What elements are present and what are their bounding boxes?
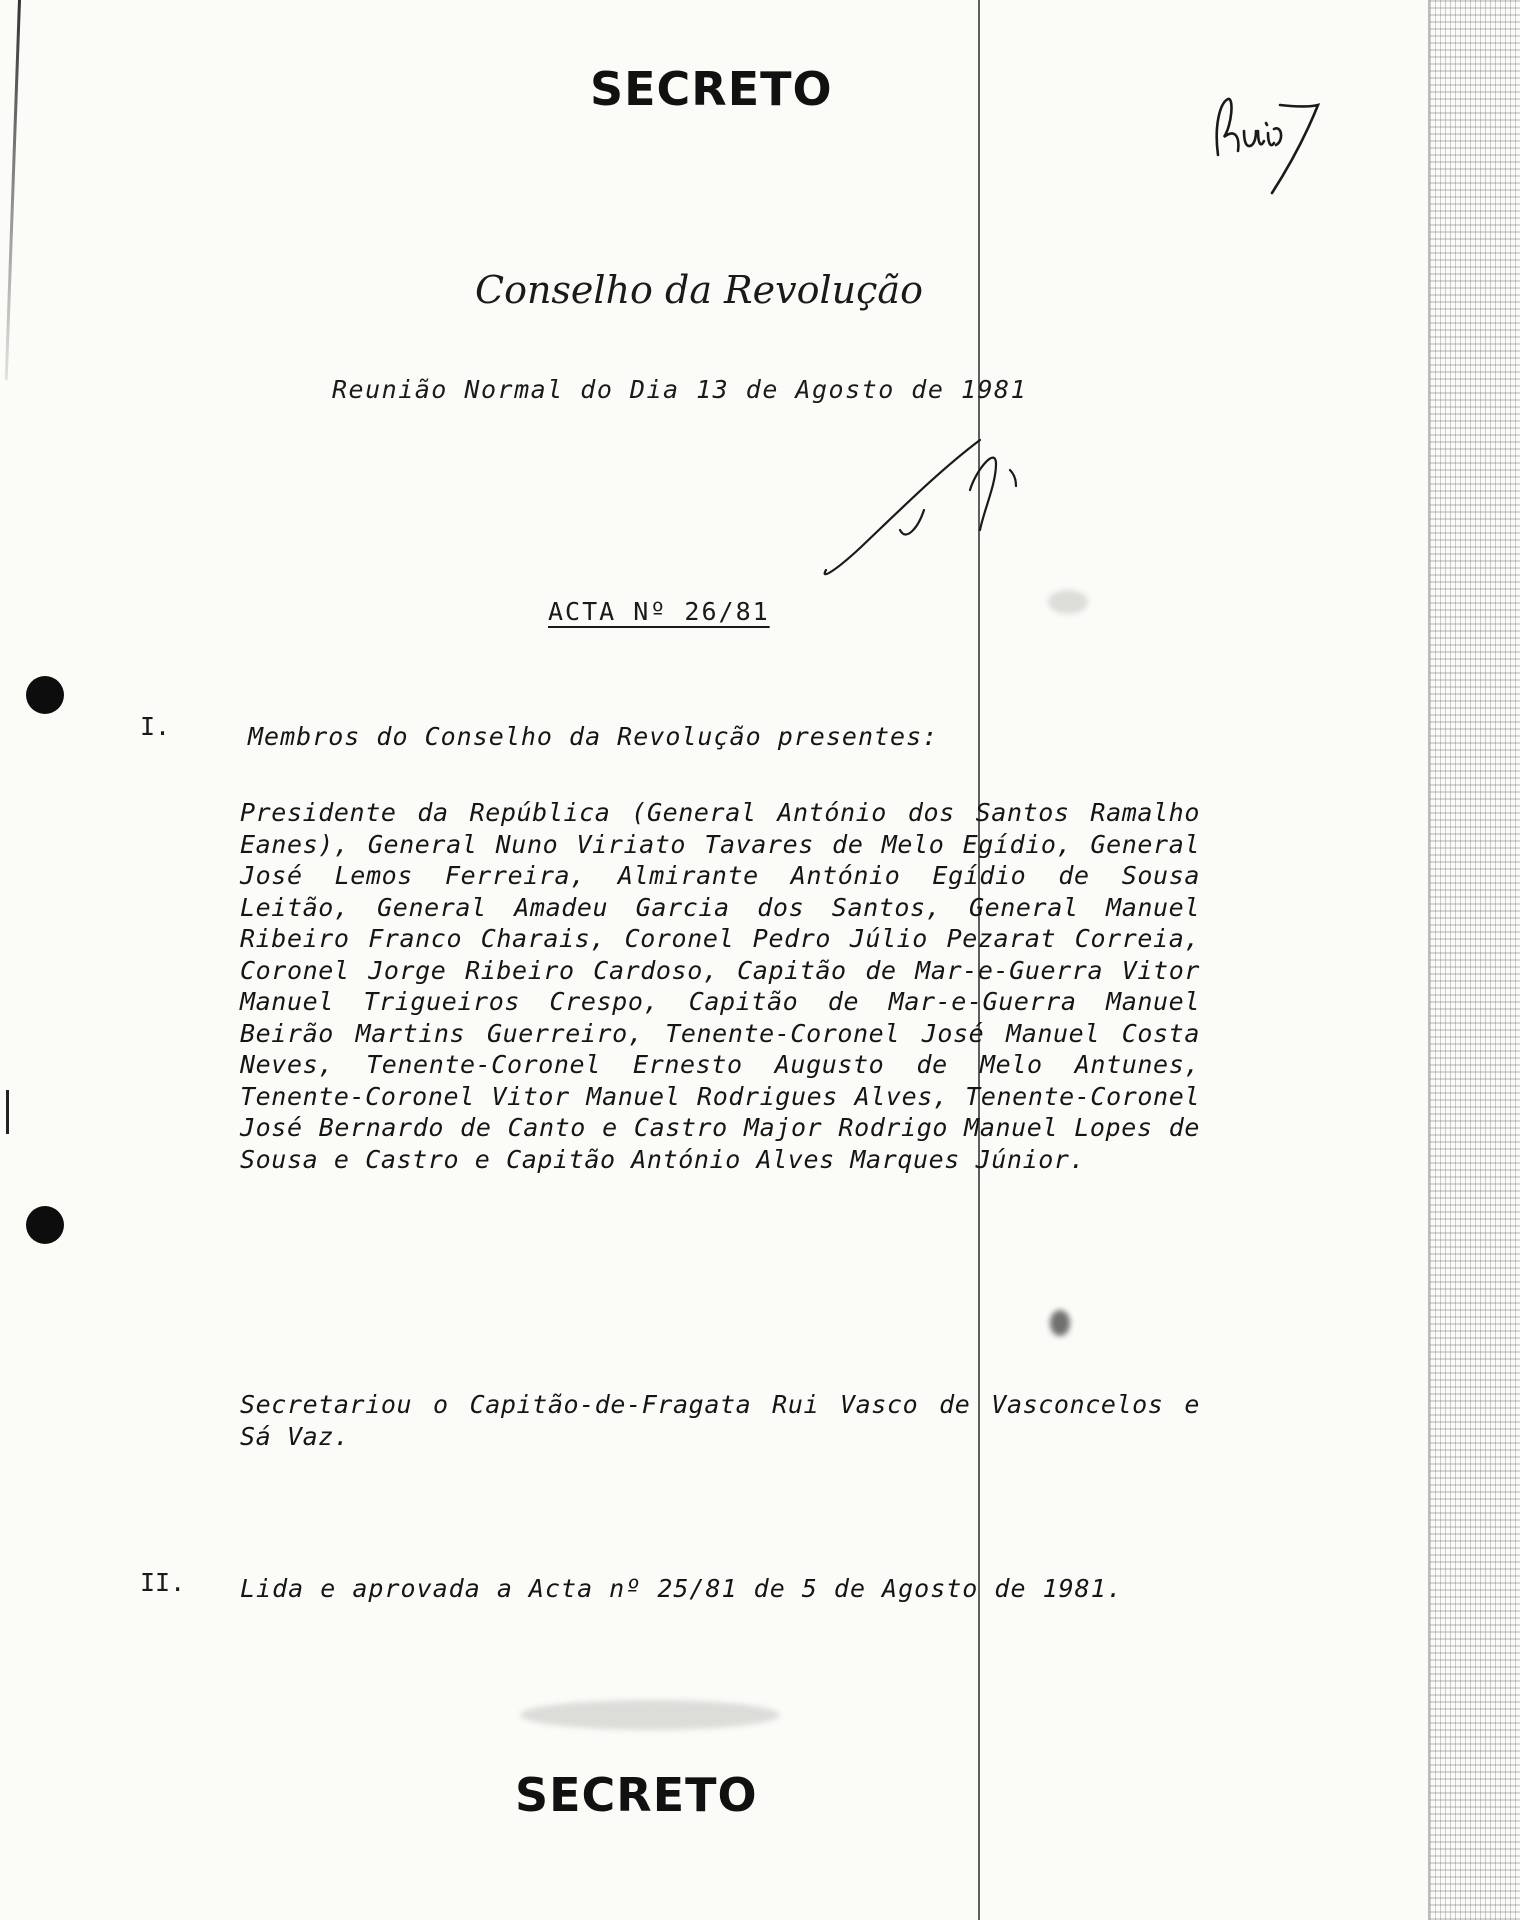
punch-hole-bottom: [26, 1206, 64, 1244]
page-edge-shadow: [5, 0, 21, 380]
handwritten-initials: [1210, 85, 1330, 209]
letterhead: Conselho da Revolução: [475, 268, 923, 312]
binding-edge-line: [1428, 0, 1430, 1920]
secretary-paragraph: Secretariou o Capitão-de-Fragata Rui Vasco de Vasconcelos e Sá Vaz.: [240, 1390, 1200, 1451]
margin-mark: [6, 1090, 9, 1134]
classification-stamp-top: SECRETO: [590, 62, 833, 116]
section-heading: Membros do Conselho da Revolução presentes:: [248, 722, 939, 751]
scan-smudge: [1048, 590, 1088, 614]
scan-smudge: [520, 1700, 780, 1730]
handwritten-signature: [820, 430, 1040, 584]
approval-text: Lida e aprovada a Acta nº 25/81 de 5 de Agosto de 1981.: [240, 1574, 1123, 1603]
section-number: I.: [140, 712, 171, 741]
binding-edge-noise: [1430, 0, 1520, 1920]
minutes-title: ACTA Nº 26/81: [548, 597, 770, 626]
members-paragraph: Presidente da República (General António dos Santos Ramalho Eanes), General Nuno Viriato Tavares de Melo Egídio, General José Lemos Ferreira, Almirante António Egídio de Sousa Leitão, General Amadeu Garcia dos Santos, General Manuel Ribeiro Franco Charais, Coronel Pedro Júlio Pezarat Correia, Coronel Jorge Ribeiro Cardoso, Capitão de Mar-e-Guerra Vitor Manuel Trigueiros Crespo, Capitão de Mar-e-Guerra Manuel Beirão Martins Guerreiro, Tenente-Coronel José Manuel Costa Neves, Tenente-Coronel Ernesto Augusto de Melo Antunes, Tenente-Coronel Vitor Manuel Rodrigues Alves, Tenente-Coronel José Bernardo de Canto e Castro Major Rodrigo Manuel Lopes de Sousa e Castro e Capitão António Alves Marques Júnior.: [240, 798, 1200, 1174]
section-number: II.: [140, 1568, 186, 1597]
meeting-date: Reunião Normal do Dia 13 de Agosto de 1981: [332, 375, 1028, 404]
punch-hole-top: [26, 676, 64, 714]
classification-stamp-bottom: SECRETO: [515, 1768, 758, 1822]
